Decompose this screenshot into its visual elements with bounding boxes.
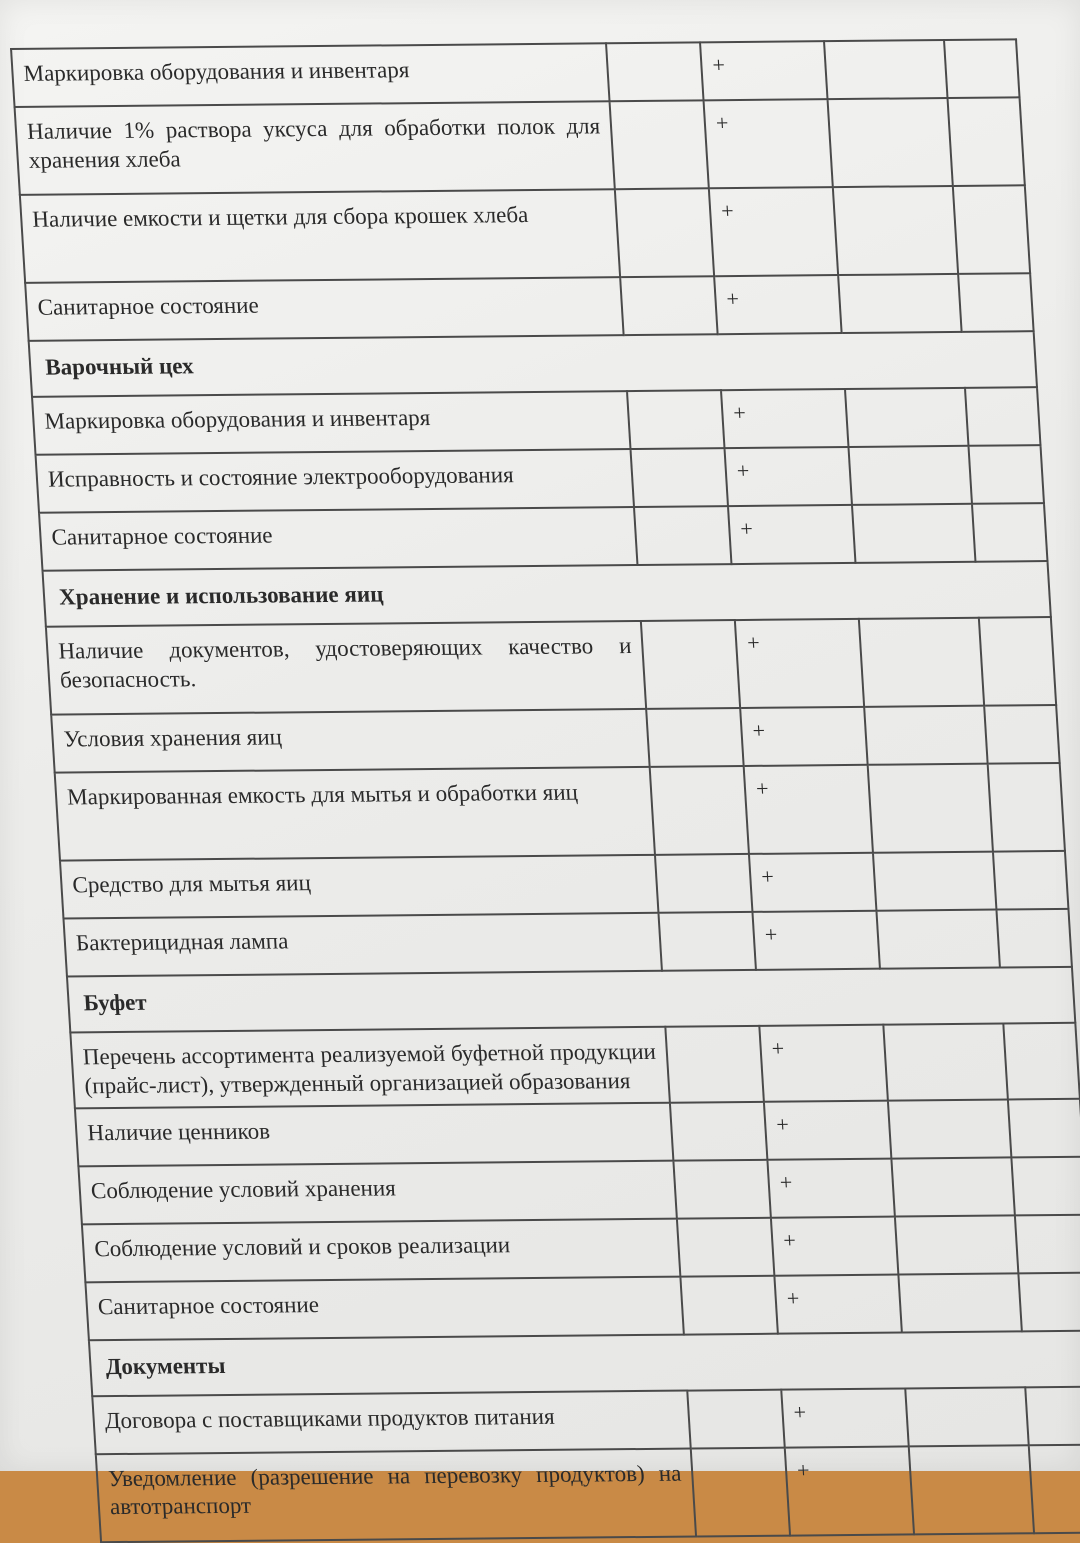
empty-cell: [838, 274, 961, 333]
empty-cell: [1008, 1098, 1080, 1157]
empty-cell: [972, 503, 1047, 562]
section-row: [43, 561, 1051, 627]
item-label: Условия хранения яиц: [51, 709, 649, 773]
section-heading: Хранение и использование яиц: [43, 561, 1051, 627]
empty-cell: [845, 388, 968, 447]
table-row: [82, 1214, 1080, 1282]
item-label: Санитарное состояние: [85, 1276, 683, 1340]
empty-cell: [958, 273, 1033, 332]
section-heading: Буфет: [67, 967, 1075, 1033]
empty-cell: [909, 1445, 1034, 1534]
empty-cell: [868, 764, 993, 853]
empty-cell: [680, 1275, 777, 1334]
empty-cell: [993, 851, 1068, 910]
item-label: Маркировка оборудования и инвентаря: [11, 43, 609, 107]
empty-cell: [828, 98, 953, 187]
item-label: Наличие емкости и щетки для сбора крошек хлеба: [20, 189, 620, 283]
empty-cell: [888, 1099, 1011, 1158]
check-mark: +: [714, 275, 841, 334]
empty-cell: [848, 446, 971, 505]
empty-cell: [968, 445, 1043, 504]
empty-cell: [1029, 1444, 1080, 1533]
check-mark: +: [764, 1100, 891, 1159]
empty-cell: [687, 1389, 784, 1448]
empty-cell: [627, 390, 724, 449]
table-row: [63, 909, 1071, 977]
empty-cell: [905, 1387, 1028, 1446]
empty-cell: [1018, 1272, 1080, 1331]
table-row: [60, 851, 1068, 919]
empty-cell: [883, 1024, 1008, 1101]
empty-cell: [630, 448, 727, 507]
empty-cell: [833, 186, 958, 275]
empty-cell: [634, 506, 731, 565]
item-label: Санитарное состояние: [25, 277, 623, 341]
item-label: Соблюдение условий и сроков реализации: [82, 1218, 680, 1282]
check-mark: +: [781, 1388, 908, 1447]
empty-cell: [646, 708, 743, 767]
table-row: [15, 97, 1025, 195]
check-mark: +: [771, 1216, 898, 1275]
check-mark: +: [752, 911, 879, 970]
item-label: Соблюдение условий хранения: [78, 1160, 676, 1224]
empty-cell: [610, 100, 709, 189]
check-mark: +: [735, 619, 864, 708]
empty-cell: [979, 617, 1056, 706]
table-row: [51, 705, 1059, 773]
empty-cell: [852, 504, 975, 563]
empty-cell: [655, 854, 752, 913]
table-row: [20, 185, 1030, 283]
empty-cell: [1011, 1156, 1080, 1215]
table-row: [46, 617, 1056, 715]
empty-cell: [988, 763, 1065, 852]
empty-cell: [1003, 1023, 1080, 1099]
check-mark: +: [749, 853, 876, 912]
check-mark: +: [700, 41, 827, 100]
empty-cell: [895, 1215, 1018, 1274]
empty-cell: [606, 42, 703, 101]
section-row: [89, 1330, 1080, 1396]
check-mark: +: [744, 765, 873, 854]
section-row: [29, 331, 1037, 397]
item-label: Средство для мытья яиц: [60, 855, 658, 919]
empty-cell: [876, 910, 999, 969]
item-label: Маркированная емкость для мытья и обработки яиц: [55, 767, 655, 861]
check-mark: +: [759, 1025, 888, 1102]
checklist-table: [10, 38, 1080, 1542]
section-heading: Документы: [89, 1330, 1080, 1396]
empty-cell: [670, 1101, 767, 1160]
empty-cell: [824, 40, 947, 99]
item-label: Уведомление (разрешение на перевозку продуктов) на автотранспорт: [96, 1448, 696, 1542]
checklist-document: [10, 38, 1080, 1542]
item-label: Бактерицидная лампа: [63, 913, 661, 977]
check-mark: +: [767, 1158, 894, 1217]
item-label: Договора с поставщиками продуктов питания: [92, 1390, 690, 1454]
empty-cell: [873, 852, 996, 911]
empty-cell: [665, 1026, 764, 1102]
empty-cell: [615, 188, 714, 277]
table-row: [78, 1156, 1080, 1224]
table-row: [70, 1023, 1080, 1108]
empty-cell: [691, 1447, 790, 1536]
table-row: [85, 1272, 1080, 1340]
empty-cell: [620, 276, 717, 335]
table-row: [36, 445, 1044, 513]
empty-cell: [996, 909, 1071, 968]
table-row: [39, 503, 1047, 571]
empty-cell: [859, 618, 984, 707]
item-label: Наличие 1% раствора уксуса для обработки полок для хранения хлеба: [15, 101, 615, 195]
empty-cell: [953, 185, 1030, 274]
check-mark: +: [740, 707, 867, 766]
item-label: Наличие ценников: [75, 1102, 673, 1166]
table-row: [96, 1444, 1080, 1542]
check-mark: +: [721, 389, 848, 448]
empty-cell: [965, 387, 1040, 446]
item-label: Маркировка оборудования и инвентаря: [32, 391, 630, 455]
check-mark: +: [709, 187, 838, 276]
table-row: [32, 387, 1040, 455]
empty-cell: [898, 1273, 1021, 1332]
item-label: Исправность и состояние электрооборудования: [36, 449, 634, 513]
item-label: Перечень ассортимента реализуемой буфетной продукции (прайс-лист), утвержденный организацией образования: [70, 1027, 670, 1108]
empty-cell: [948, 97, 1025, 186]
empty-cell: [891, 1157, 1014, 1216]
section-row: [67, 967, 1075, 1033]
check-mark: +: [785, 1446, 914, 1535]
empty-cell: [677, 1217, 774, 1276]
item-label: Наличие документов, удостоверяющих качество и безопасность.: [46, 621, 646, 715]
check-mark: +: [774, 1274, 901, 1333]
empty-cell: [1015, 1214, 1080, 1273]
empty-cell: [658, 912, 755, 971]
empty-cell: [944, 39, 1019, 98]
table-row: [55, 763, 1065, 861]
empty-cell: [984, 705, 1059, 764]
table-row: [25, 273, 1033, 341]
table-row: [92, 1386, 1080, 1454]
empty-cell: [864, 706, 987, 765]
empty-cell: [641, 620, 740, 709]
section-heading: Варочный цех: [29, 331, 1037, 397]
item-label: Санитарное состояние: [39, 507, 637, 571]
empty-cell: [650, 766, 749, 855]
table-row: [11, 39, 1019, 107]
check-mark: +: [724, 447, 851, 506]
table-row: [75, 1098, 1080, 1166]
empty-cell: [1025, 1386, 1080, 1445]
check-mark: +: [728, 505, 855, 564]
empty-cell: [673, 1159, 770, 1218]
check-mark: +: [704, 99, 833, 188]
